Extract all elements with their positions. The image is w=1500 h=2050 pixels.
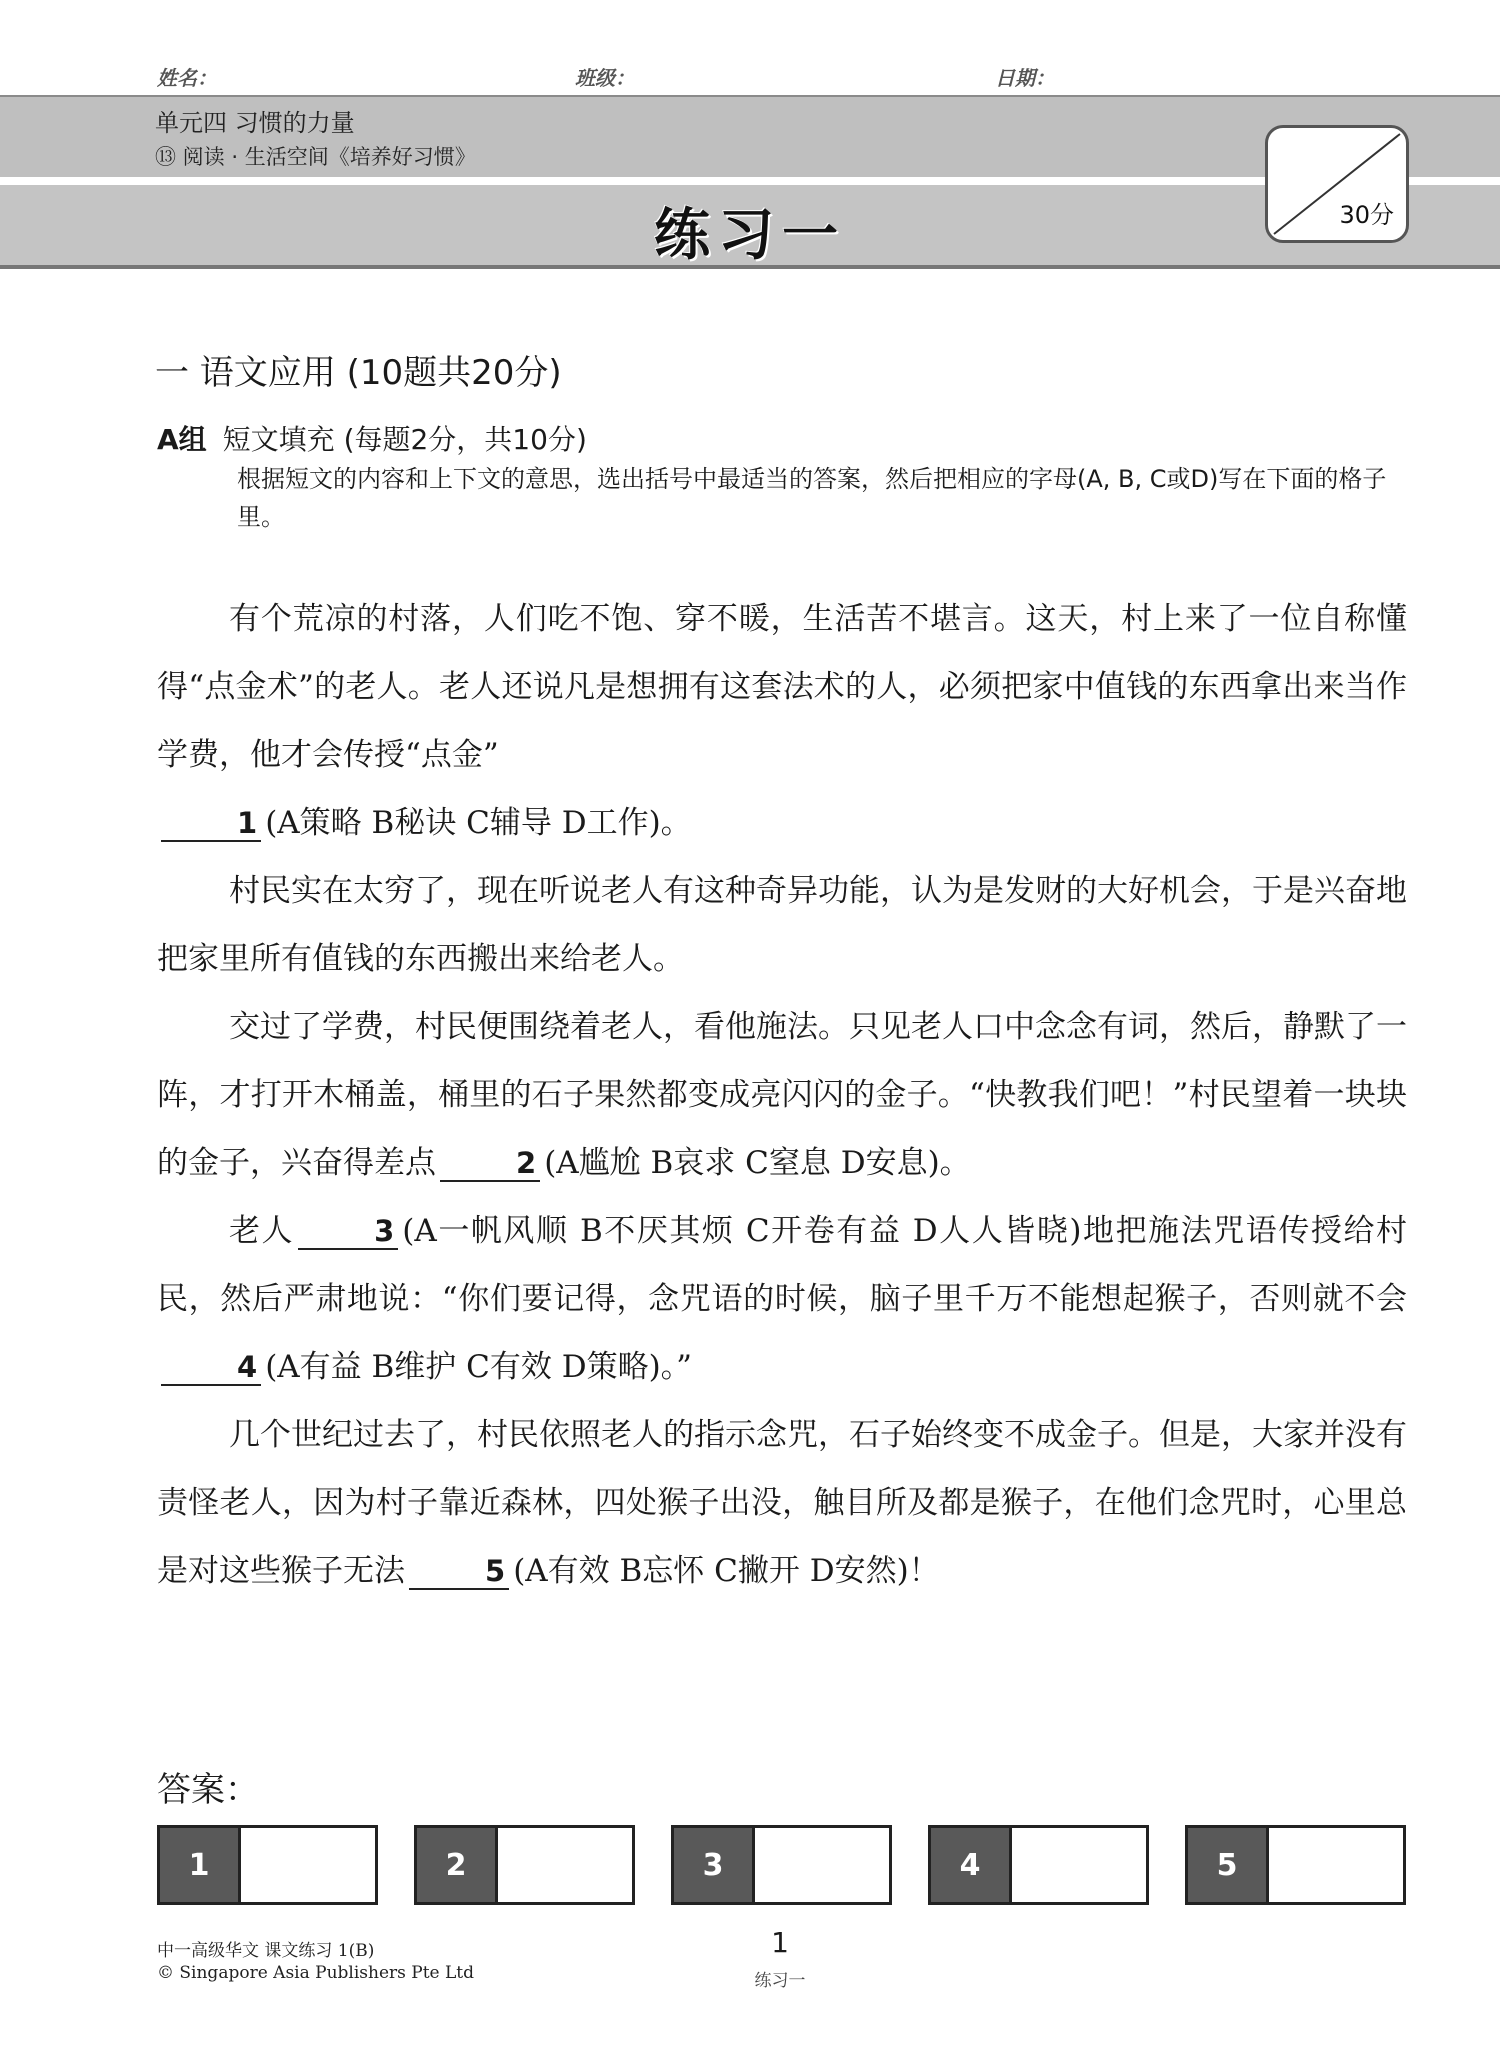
passage-paragraph	[157, 1197, 1407, 1401]
blank-2: 2	[440, 1146, 540, 1182]
answer-cell-1[interactable]	[238, 1828, 375, 1902]
answer-cell-4[interactable]	[1009, 1828, 1146, 1902]
blank-4: 4	[161, 1350, 261, 1386]
options-2: (A尴尬 B哀求 C窒息 D安息)。	[544, 1145, 971, 1181]
answer-box-5	[1185, 1825, 1406, 1905]
answer-number: 1	[160, 1828, 238, 1902]
answer-number: 5	[1188, 1828, 1266, 1902]
page-label: 练习一	[754, 1971, 806, 1991]
paragraph-text: 几个世纪过去了，村民依照老人的指示念咒，石子始终变不成金子。但是，大家并没有责怪老人，因为村子靠近森林，四处猴子出没，触目所及都是猴子，在他们念咒时，心里总是对这些猴子无法	[157, 1417, 1407, 1589]
group-title: 短文填充 (每题2分，共10分)	[222, 423, 587, 456]
paragraph-text: 老人	[229, 1213, 295, 1249]
book-title: 中一高级华文 课文练习 1(B)	[157, 1941, 375, 1961]
exercise-title: 练习一	[654, 203, 846, 268]
paragraph-text: 有个荒凉的村落，人们吃不饱、穿不暖，生活苦不堪言。这天，村上来了一位自称懂得“点金术”的老人。老人还说凡是想拥有这套法术的人，必须把家中值钱的东西拿出来当作学费，他才会传授“点金”	[157, 601, 1407, 773]
unit-subtitle: ⑬ 阅读 · 生活空间《培养好习惯》	[155, 145, 476, 169]
answer-row	[157, 1825, 1407, 1909]
passage-paragraph	[157, 857, 1407, 993]
answer-cell-3[interactable]	[752, 1828, 889, 1902]
class-label: 班级：	[575, 66, 635, 90]
paragraph-text: 村民实在太穷了，现在听说老人有这种奇异功能，认为是发财的大好机会，于是兴奋地把家里所有值钱的东西搬出来给老人。	[157, 873, 1407, 977]
passage-paragraph	[157, 993, 1407, 1197]
passage-paragraph	[157, 585, 1407, 857]
blank-1: 1	[161, 806, 261, 842]
answer-box-4	[928, 1825, 1149, 1905]
reading-passage	[157, 585, 1407, 1605]
options-5: (A有效 B忘怀 C撇开 D安然)！	[513, 1553, 940, 1589]
unit-title: 单元四 习惯的力量	[155, 109, 355, 137]
answer-label: 答案：	[157, 1770, 259, 1810]
group-heading	[157, 418, 587, 458]
answer-box-2	[414, 1825, 635, 1905]
footer-credits	[157, 1940, 474, 1984]
options-1: (A策略 B秘诀 C辅导 D工作)。	[265, 805, 692, 841]
group-tag: A组	[157, 423, 207, 456]
name-label: 姓名：	[157, 66, 217, 90]
instructions: 根据短文的内容和上下文的意思，选出括号中最适当的答案，然后把相应的字母(A, B, C或D)写在下面的格子里。	[237, 465, 1387, 531]
answer-box-1	[157, 1825, 378, 1905]
paragraph-text: 地把施法咒语传授给村民，然后严肃地说：“你们要记得，念咒语的时候，脑子里千万不能想起猴子，否则就不会	[157, 1213, 1408, 1317]
options-3: (A一帆风顺 B不厌其烦 C开卷有益 D人人皆晓)	[402, 1213, 1082, 1249]
copyright: © Singapore Asia Publishers Pte Ltd	[157, 1963, 475, 1983]
answer-cell-2[interactable]	[495, 1828, 632, 1902]
options-4: (A有益 B维护 C有效 D策略)。”	[265, 1349, 693, 1385]
blank-5: 5	[409, 1554, 509, 1590]
answer-box-3	[671, 1825, 892, 1905]
answer-number: 3	[674, 1828, 752, 1902]
date-label: 日期：	[995, 66, 1055, 90]
answer-number: 2	[417, 1828, 495, 1902]
section-heading: 一 语文应用 (10题共20分)	[155, 353, 562, 393]
passage-paragraph	[157, 1401, 1407, 1605]
student-info-row	[0, 62, 1500, 92]
total-score: 30分	[1339, 201, 1394, 229]
score-box	[1265, 125, 1409, 243]
paragraph-text: 交过了学费，村民便围绕着老人，看他施法。只见老人口中念念有词，然后，静默了一阵，才打开木桶盖，桶里的石子果然都变成亮闪闪的金子。“快教我们吧！”村民望着一块块的金子，兴奋得差点	[157, 1009, 1407, 1181]
answer-cell-5[interactable]	[1266, 1828, 1403, 1902]
answer-number: 4	[931, 1828, 1009, 1902]
blank-3: 3	[298, 1214, 398, 1250]
page-number: 1	[771, 1926, 789, 1959]
